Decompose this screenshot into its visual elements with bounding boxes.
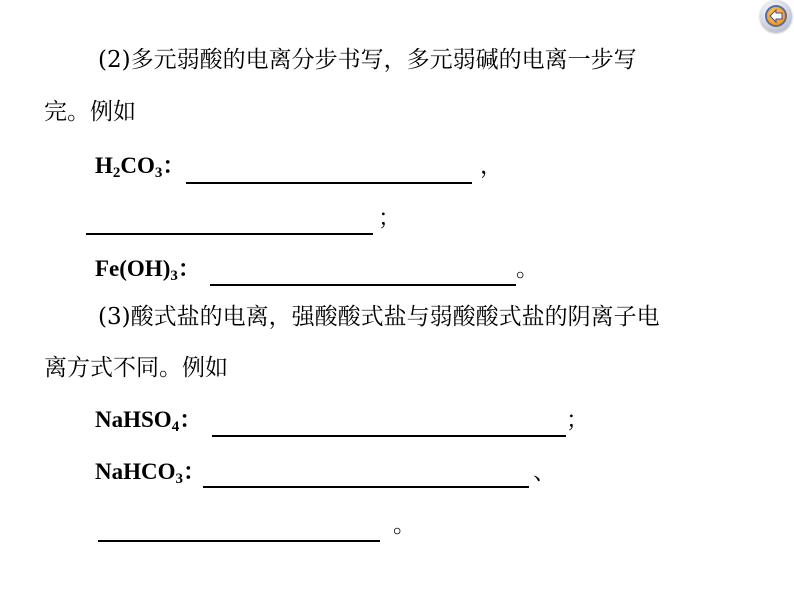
feoh3-period: 。 [516,256,539,282]
h2co3-label: $H_2CO_3$： [95,153,186,181]
nahso4-label: NaHSO$_4$： [95,407,203,435]
item3-text: (3)酸式盐的电离，强酸酸式盐与弱酸酸式盐的阴离子电 [98,304,660,330]
feoh3-label: $Fe(OH)_3$： [95,256,201,284]
back-arrow-icon [765,5,787,27]
h2co3-blank-1[interactable] [186,182,472,184]
nahso4-blank[interactable] [212,435,566,437]
h2co3-semicolon: ； [378,205,401,231]
nahco3-label: NaHCO$_3$： [95,459,206,487]
nahso4-semicolon: ； [566,407,589,433]
item2-text: (2)多元弱酸的电离分步书写，多元弱碱的电离一步写 [98,47,637,73]
nahco3-period: 。 [393,512,416,538]
h2co3-comma: ， [480,153,503,179]
nahco3-blank-2[interactable] [98,540,380,542]
item3-line2 [44,353,228,383]
feoh3-blank[interactable] [210,284,516,286]
item3-text-cont: 离方式不同。例如 [44,355,228,381]
item2-line2 [44,97,136,127]
item2-text-cont: 完。例如 [44,99,136,125]
item2-line1 [98,45,637,75]
h2co3-blank-2[interactable] [86,233,373,235]
back-button[interactable] [760,0,792,32]
item3-line1 [98,302,660,332]
nahco3-dun: 、 [533,459,556,485]
nahco3-blank-1[interactable] [203,486,529,488]
